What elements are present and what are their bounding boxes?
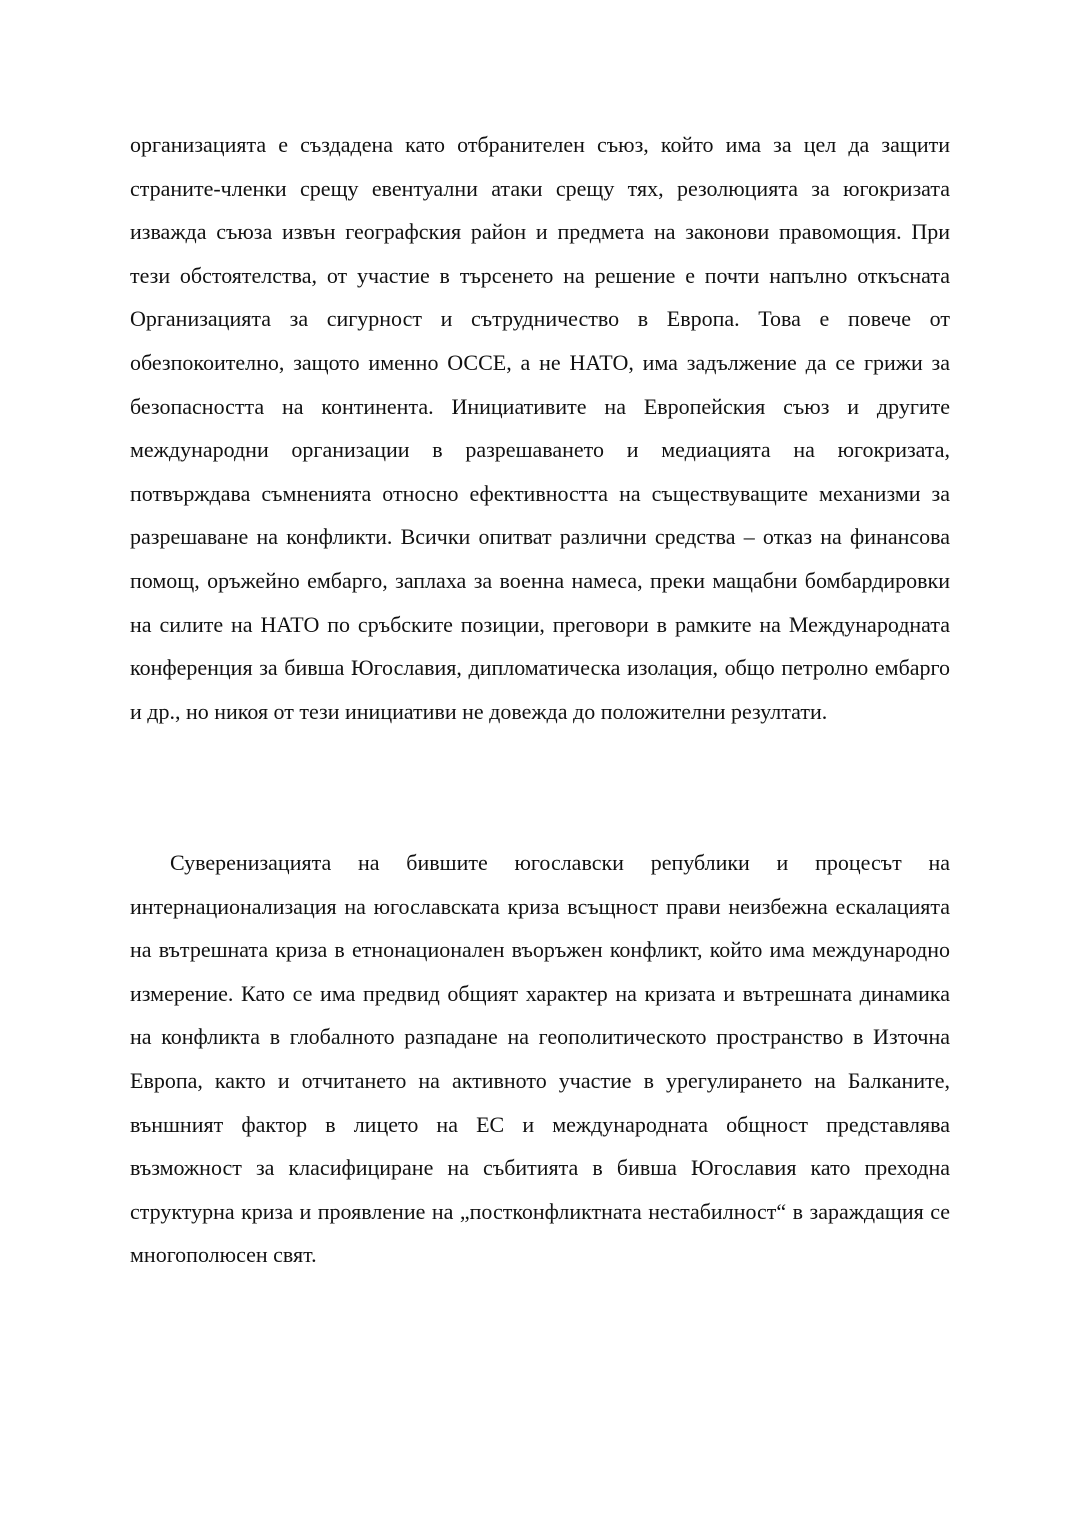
paragraph-1: организацията е създадена като отбранителен съюз, който има за цел да защити страните-членки срещу евентуални атаки срещу тях, резолюцията за югокризата изважда съюза извън географския район и предмета на законови правомощия. При тези обстоятелства, от участие в търсенето на решение е почти напълно откъсната Организацията за сигурност и сътрудничество в Европа. Това е повече от обезпокоително, защото именно ОССЕ, а не НАТО, има задължение да се грижи за безопасността на континента. Инициативите на Европейския съюз и другите международни организации в разрешаването и медиацията на югокризата, потвърждава съмненията относно ефективността на съществуващите механизми за разрешаване на конфликти. Всички опитват различни средства – отказ на финансова помощ, оръжейно ембарго, заплаха за военна намеса, преки мащабни бомбардировки на силите на НАТО по сръбските позиции, преговори в рамките на Международната конференция за бивша Югославия, дипломатическа изолация, общо петролно ембарго и др., но никоя от тези инициативи не довежда до положителни резултати. [130,132,950,724]
paragraph-2: Суверенизацията на бившите югославски републики и процесът на интернационализация на югославската криза всъщност прави неизбежна ескалацията на вътрешната криза в етнонационален въоръжен конфликт, който има международно измерение. Като се има предвид общият характер на кризата и вътрешната динамика на конфликта в глобалното разпадане на геополитическото пространство в Източна Европа, както и отчитането на активното участие в урегулирането на Балканите, външният фактор в лицето на ЕС и международната общност представлява възможност за класифициране на събитията в бивша Югославия като преходна структурна криза и проявление на „постконфликтната нестабилност“ в зараждащия се многополюсен свят. [130,850,950,1268]
